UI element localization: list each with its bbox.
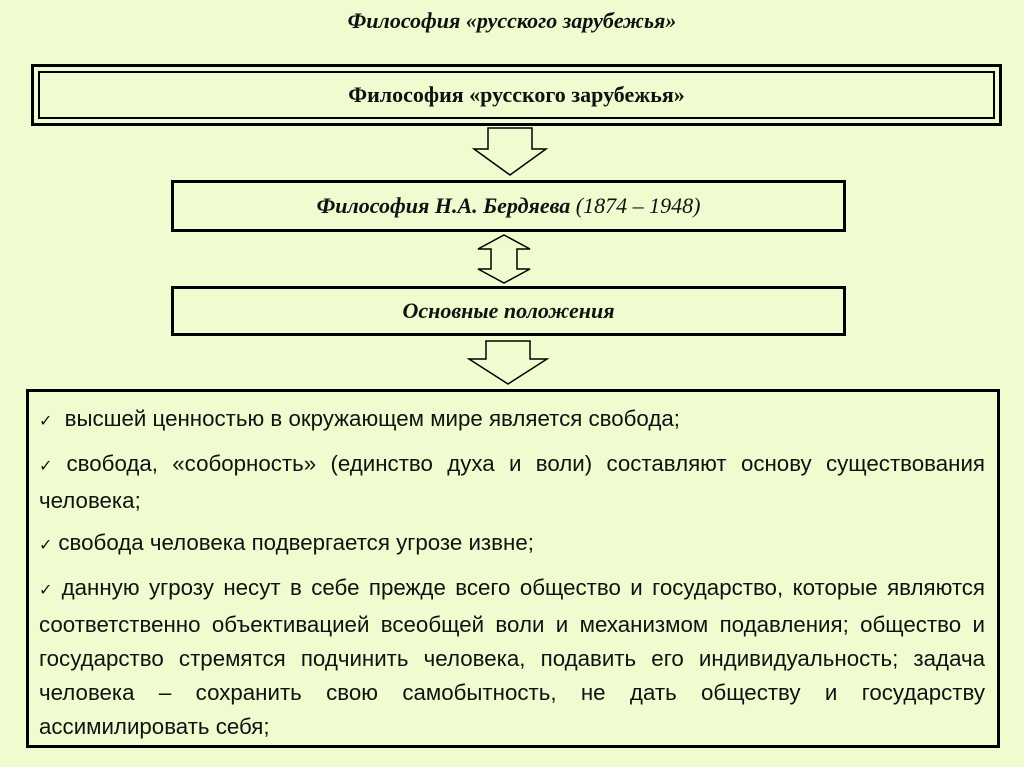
top-box-label: Философия «русского зарубежья» [38, 71, 995, 119]
list-item-text: свобода человека подвергается угрозе извне; [58, 530, 534, 555]
checkmark-icon: ✓ [39, 537, 53, 554]
slide-title: Философия «русского зарубежья» [347, 8, 677, 33]
list-item [39, 526, 985, 563]
checkmark-icon: ✓ [39, 582, 56, 599]
list-item-text: свобода, «соборность» (единство духа и воли) составляют основу существования человека; [39, 451, 985, 513]
main-points-box [171, 286, 846, 336]
list-item-text: высшей ценностью в окружающем мире является свобода; [58, 406, 680, 431]
list-item [39, 402, 985, 439]
top-box [31, 64, 1002, 126]
arrow-down-icon [465, 340, 551, 386]
arrow-down-icon [470, 127, 550, 177]
berdyaev-name: Философия Н.А. Бердяева [316, 193, 571, 218]
berdyaev-years: (1874 – 1948) [575, 193, 701, 218]
checkmark-icon: ✓ [39, 458, 61, 475]
main-points-list [26, 389, 1000, 748]
arrow-up-down-icon [474, 234, 534, 284]
list-item [39, 447, 985, 518]
list-item [39, 571, 985, 744]
berdyaev-box [171, 180, 846, 232]
checkmark-icon: ✓ [39, 413, 53, 430]
list-item-text: данную угрозу несут в себе прежде всего общество и государство, которые являются соответственно объективацией всеобщей воли и механизмом подавления; общество и государство стремятся подчинить человека, подавить его индивидуальность; задача человека – сохранить свою самобытность, не дать обществу и государству ассимилировать себя; [39, 575, 985, 739]
main-points-label: Основные положения [402, 298, 615, 323]
